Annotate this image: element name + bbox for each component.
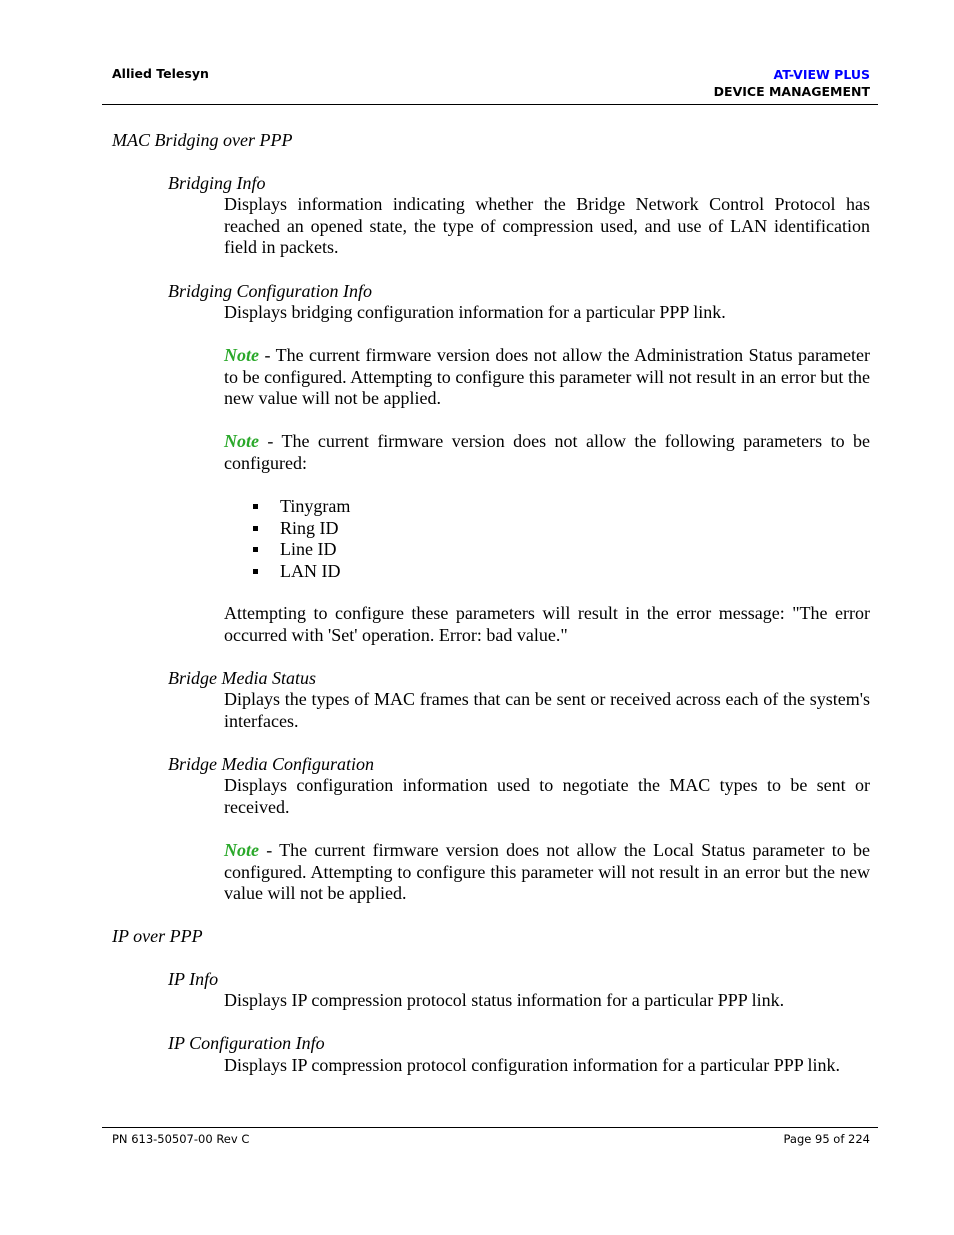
list-item: Line ID — [224, 539, 350, 561]
footer-rule — [102, 1127, 878, 1128]
section-title-mac-bridging: MAC Bridging over PPP — [112, 130, 293, 150]
page-number: Page 95 of 224 — [783, 1132, 870, 1146]
company-name: Allied Telesyn — [112, 66, 209, 81]
section-title-ip-over-ppp: IP over PPP — [112, 926, 203, 946]
note-parameters — [224, 431, 870, 474]
bridging-config-text: Displays bridging configuration information for a particular PPP link. — [224, 302, 726, 322]
header-rule — [102, 104, 878, 105]
product-name: AT-VIEW PLUS — [773, 67, 870, 82]
list-item: Tinygram — [224, 496, 350, 518]
bridge-media-status-text: Diplays the types of MAC frames that can be sent or received across each of the system's interfaces. — [224, 689, 870, 731]
bullet-icon — [253, 504, 258, 509]
bullet-icon — [253, 526, 258, 531]
subsection-title-bridge-media-config: Bridge Media Configuration — [168, 754, 374, 774]
note-label: Note — [224, 345, 259, 365]
subsection-title-ip-info: IP Info — [168, 969, 219, 989]
ip-config-text: Displays IP compression protocol configuration information for a particular PPP link. — [224, 1055, 841, 1075]
list-item: LAN ID — [224, 561, 350, 583]
list-item: Ring ID — [224, 518, 350, 540]
part-number: PN 613-50507-00 Rev C — [112, 1132, 250, 1146]
note-label: Note — [224, 431, 259, 451]
subsection-title-bridge-media-status: Bridge Media Status — [168, 668, 316, 688]
bullet-icon — [253, 547, 258, 552]
header-right — [714, 66, 870, 100]
subsection-title-ip-config: IP Configuration Info — [168, 1033, 325, 1053]
ip-info-text: Displays IP compression protocol status information for a particular PPP link. — [224, 990, 785, 1010]
bridging-info-text: Displays information indicating whether the Bridge Network Control Protocol has reached an opened state, the type of compression used, and use of LAN identification field in packets. — [224, 194, 870, 257]
error-message-text: Attempting to configure these parameters will result in the error message: "The error occurred with 'Set' operation. Error: bad value." — [224, 603, 870, 645]
note-admin-status — [224, 345, 870, 410]
section-name: DEVICE MANAGEMENT — [713, 84, 870, 99]
parameter-list — [224, 496, 350, 582]
bridge-media-config-text: Displays configuration information used to negotiate the MAC types to be sent or received. — [224, 775, 870, 817]
subsection-title-bridging-info: Bridging Info — [168, 173, 266, 193]
note-text: - The current firmware version does not allow the Administration Status parameter to be configured. Attempting to configure this parameter will not result in an error but the new value will not be applied. — [224, 345, 870, 408]
note-local-status — [224, 840, 870, 905]
note-text: - The current firmware version does not allow the following parameters to be configured: — [224, 431, 870, 473]
subsection-title-bridging-config: Bridging Configuration Info — [168, 281, 373, 301]
bullet-icon — [253, 569, 258, 574]
note-label: Note — [224, 840, 259, 860]
note-text: - The current firmware version does not allow the Local Status parameter to be configured. Attempting to configure this parameter will not result in an error but the new value will not be applied. — [224, 840, 870, 903]
